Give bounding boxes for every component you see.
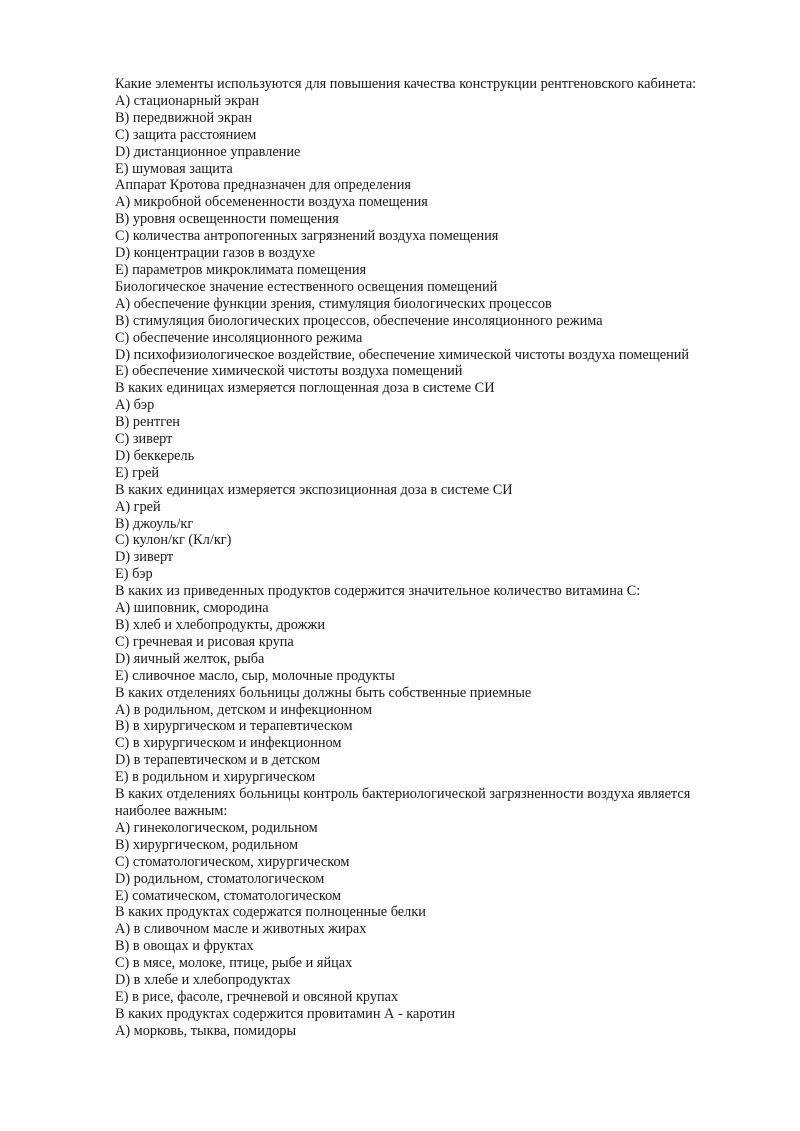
answer-option: A) шиповник, смородина	[115, 600, 269, 617]
answer-option: A) в сливочном масле и животных жирах	[115, 921, 367, 938]
answer-option: B) в хирургическом и терапевтическом	[115, 718, 353, 735]
answer-option: A) бэр	[115, 397, 155, 414]
question-text: В каких единицах измеряется поглощенная доза в системе СИ	[115, 380, 495, 397]
answer-option: B) джоуль/кг	[115, 515, 194, 532]
answer-option: E) сливочное масло, сыр, молочные продукты	[115, 667, 395, 684]
answer-option: D) концентрации газов в воздухе	[115, 245, 316, 262]
answer-option: C) гречневая и рисовая крупа	[115, 633, 294, 650]
answer-option: C) кулон/кг (Кл/кг)	[115, 532, 232, 549]
answer-option: D) психофизиологическое воздействие, обеспечение химической чистоты воздуха помещений	[115, 346, 690, 363]
answer-option: B) рентген	[115, 414, 180, 431]
answer-option: A) морковь, тыква, помидоры	[115, 1022, 297, 1039]
answer-option: A) грей	[115, 498, 161, 515]
answer-option: E) в родильном и хирургическом	[115, 769, 316, 786]
answer-option: B) стимуляция биологических процессов, обеспечение инсоляционного режима	[115, 312, 603, 329]
question-text: Аппарат Кротова предназначен для определения	[115, 177, 411, 194]
answer-option: C) в хирургическом и инфекционном	[115, 735, 342, 752]
answer-option: B) хирургическом, родильном	[115, 836, 299, 853]
answer-option: C) обеспечение инсоляционного режима	[115, 329, 363, 346]
answer-option: D) в хлебе и хлебопродуктах	[115, 972, 291, 989]
answer-option: D) яичный желток, рыба	[115, 650, 265, 667]
question-text: Биологическое значение естественного освещения помещений	[115, 278, 498, 295]
question-text: В каких продуктах содержатся полноценные белки	[115, 904, 426, 921]
answer-option: B) хлеб и хлебопродукты, дрожжи	[115, 617, 325, 633]
answer-option: C) в мясе, молоке, птице, рыбе и яйцах	[115, 955, 353, 972]
question-text: В каких отделениях больницы контроль бактериологической загрязненности воздуха является наиболее важным:	[115, 786, 691, 819]
answer-option: E) параметров микроклимата помещения	[115, 261, 367, 278]
answer-option: C) стоматологическом, хирургическом	[115, 853, 350, 870]
answer-option: E) грей	[115, 464, 160, 481]
answer-option: E) шумовая защита	[115, 160, 233, 177]
answer-option: D) в терапевтическом и в детском	[115, 752, 321, 769]
answer-option: A) стационарный экран	[115, 92, 260, 109]
answer-option: A) обеспечение функции зрения, стимуляция биологических процессов	[115, 295, 552, 312]
question-text: В каких единицах измеряется экспозиционная доза в системе СИ	[115, 481, 513, 498]
answer-option: C) защита расстоянием	[115, 126, 257, 143]
answer-option: D) дистанционное управление	[115, 143, 301, 160]
answer-option: B) передвижной экран	[115, 109, 252, 126]
question-text: Какие элементы используются для повышения качества конструкции рентгеновского кабинета:	[115, 76, 697, 92]
answer-option: E) бэр	[115, 566, 153, 583]
answer-option: C) количества антропогенных загрязнений воздуха помещения	[115, 228, 499, 245]
answer-option: D) беккерель	[115, 447, 195, 464]
answer-option: D) родильном, стоматологическом	[115, 870, 325, 887]
answer-option: A) в родильном, детском и инфекционном	[115, 701, 373, 718]
question-text: В каких из приведенных продуктов содержится значительное количество витамина С:	[115, 583, 641, 600]
answer-option: C) зиверт	[115, 431, 173, 448]
answer-option: B) уровня освещенности помещения	[115, 211, 339, 228]
answer-option: D) зиверт	[115, 549, 174, 566]
question-text: В каких отделениях больницы должны быть собственные приемные	[115, 684, 532, 701]
answer-option: E) обеспечение химической чистоты воздуха помещений	[115, 363, 463, 380]
answer-option: E) соматическом, стоматологическом	[115, 887, 342, 904]
answer-option: A) микробной обсемененности воздуха помещения	[115, 194, 428, 211]
answer-option: B) в овощах и фруктах	[115, 938, 254, 955]
answer-option: A) гинекологическом, родильном	[115, 819, 318, 836]
question-text: В каких продуктах содержится провитамин А - каротин	[115, 1005, 456, 1022]
document-page	[115, 76, 725, 1040]
answer-option: E) в рисе, фасоле, гречневой и овсяной крупах	[115, 988, 399, 1005]
